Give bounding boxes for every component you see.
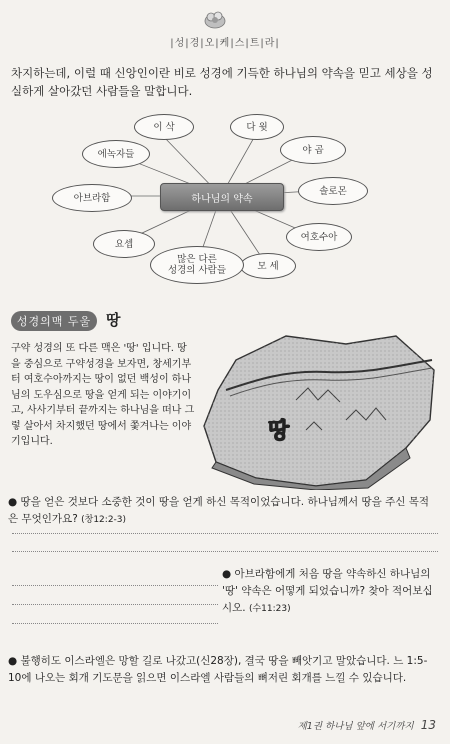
node-abraham: 아브라함 [52, 184, 132, 212]
land-body-text: 구약 성경의 또 다른 맥은 '땅' 입니다. 땅을 중심으로 구약성경을 보자면, 창세기부터 여호수아까지는 땅이 없던 백성이 하나님의 도우심으로 땅을 얻게 되는 이야기이고, 사사기부터 끝까지는 하나님을 떠나 그렇 살아서 차지했던 땅에서 쫓겨나는 이야기입니다. [11, 343, 195, 447]
question-1 [8, 494, 438, 529]
node-joshua: 여호수아 [286, 223, 352, 251]
question-2 [222, 566, 440, 618]
answer-line [12, 585, 218, 586]
center-node-promise: 하나님의 약속 [160, 183, 284, 211]
node-solomon: 솔로몬 [298, 177, 368, 205]
chapter-title: 제1권 하나님 앞에 서기까지 [297, 721, 414, 732]
node-moses: 모 세 [240, 253, 296, 279]
answer-line [12, 533, 438, 534]
question-1-ref: (창12:2-3) [81, 515, 127, 525]
question-2-ref: (수11:23) [248, 604, 291, 614]
node-joseph: 요셉 [93, 230, 155, 258]
node-many-others: 많은 다른 성경의 사람들 [150, 246, 244, 284]
question-2-text: ● 아브라함에게 처음 땅을 약속하신 하나님의 '땅' 약속은 어떻게 되었습니까? 찾아 적어보십시오. [222, 568, 433, 614]
section-word: 땅 [106, 311, 121, 329]
series-title: |성|경|오|케|스|트|라| [170, 38, 280, 49]
node-enoch: 에녹자들 [82, 140, 150, 168]
node-isaac: 이 삭 [134, 114, 194, 140]
intro-paragraph: 차지하는데, 이럴 때 신앙인이란 비로 성경에 기득한 하나님의 약속을 믿고 세상을 성실하게 살아갔던 사람들을 말합니다. [11, 66, 433, 98]
answer-line [12, 551, 438, 552]
page-footer [298, 718, 436, 732]
land-map-label: 땅 [268, 419, 290, 444]
node-david: 다 윗 [230, 114, 284, 140]
question-1-text: ● 땅을 얻은 것보다 소중한 것이 땅을 얻게 하신 목적이었습니다. 하나님께서 땅을 주신 목적은 무엇인가요? [8, 496, 430, 525]
node-jacob: 야 곱 [280, 136, 346, 164]
page-number: 13 [420, 718, 436, 732]
answer-line [12, 604, 218, 605]
question-3-text: ● 불행히도 이스라엘은 망할 길로 나갔고(신28장), 결국 땅을 빼앗기고 말았습니다. 느 1:5-10에 나오는 회개 기도문을 읽으면 이스라엘 사람들의 뼈저린 회개를 느낄 수 있습니다. [8, 655, 428, 684]
section-pill: 성경의맥 두울 [11, 311, 97, 331]
question-3 [8, 653, 438, 687]
land-illustration [196, 330, 442, 490]
answer-line [12, 623, 218, 624]
